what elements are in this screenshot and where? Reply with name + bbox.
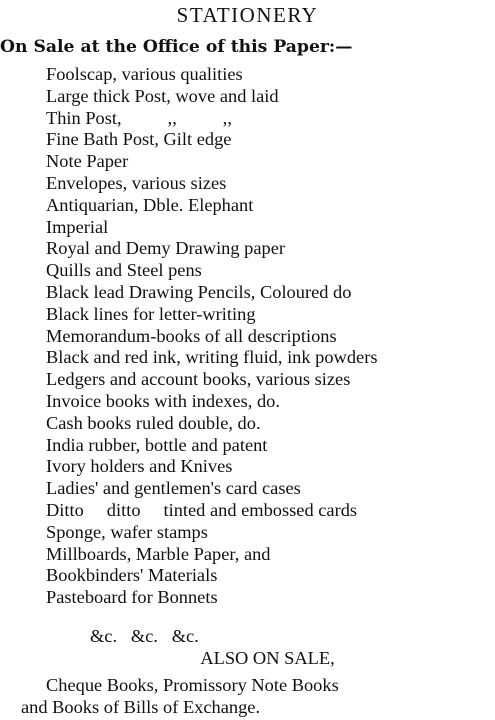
list-item: Antiquarian, Dble. Elephant <box>46 194 254 215</box>
list-item: Bookbinders' Materials <box>46 565 218 586</box>
list-item: Sponge, wafer stamps <box>46 521 208 542</box>
list-item: Millboards, Marble Paper, and <box>46 543 271 564</box>
list-item: Note Paper <box>46 151 129 172</box>
list-item: Ledgers and account books, various sizes <box>46 369 351 390</box>
list-item: Cash books ruled double, do. <box>46 412 261 433</box>
list-item: Black lead Drawing Pencils, Coloured do <box>46 281 352 302</box>
list-item: Ivory holders and Knives <box>46 456 233 477</box>
list-item: Pasteboard for Bonnets <box>46 587 218 608</box>
etc-line: &c. &c. &c. <box>90 626 199 646</box>
list-item: Ladies' and gentlemen's card cases <box>46 478 301 499</box>
list-item: Black and red ink, writing fluid, ink powders <box>46 347 378 368</box>
list-item: Ditto ditto tinted and embossed cards <box>46 499 358 520</box>
list-item: Foolscap, various qualities <box>46 64 243 84</box>
list-item: Fine Bath Post, Gilt edge <box>46 129 232 150</box>
list-item: Envelopes, various sizes <box>46 172 227 193</box>
list-item: Memorandum-books of all descriptions <box>46 325 337 346</box>
list-item: India rubber, bottle and patent <box>46 434 268 455</box>
sale-heading: On Sale at the Office of this Paper:— <box>0 37 353 57</box>
list-item: Royal and Demy Drawing paper <box>46 238 286 259</box>
list-item: Black lines for letter-writing <box>46 303 256 324</box>
closing-line-2: and Books of Bills of Exchange. <box>21 697 261 717</box>
list-item: Invoice books with indexes, do. <box>46 390 280 411</box>
page-title: STATIONERY <box>176 3 319 27</box>
list-item: Quills and Steel pens <box>46 260 202 281</box>
closing-text <box>0 674 495 718</box>
stationery-list <box>46 64 377 609</box>
list-item: Imperial <box>46 216 109 237</box>
list-item: Thin Post, ,, ,, <box>46 107 232 128</box>
list-item: Large thick Post, wove and laid <box>46 85 279 106</box>
closing-line-1: Cheque Books, Promissory Note Books <box>46 675 339 695</box>
also-on-sale-heading: ALSO ON SALE, <box>200 648 335 668</box>
